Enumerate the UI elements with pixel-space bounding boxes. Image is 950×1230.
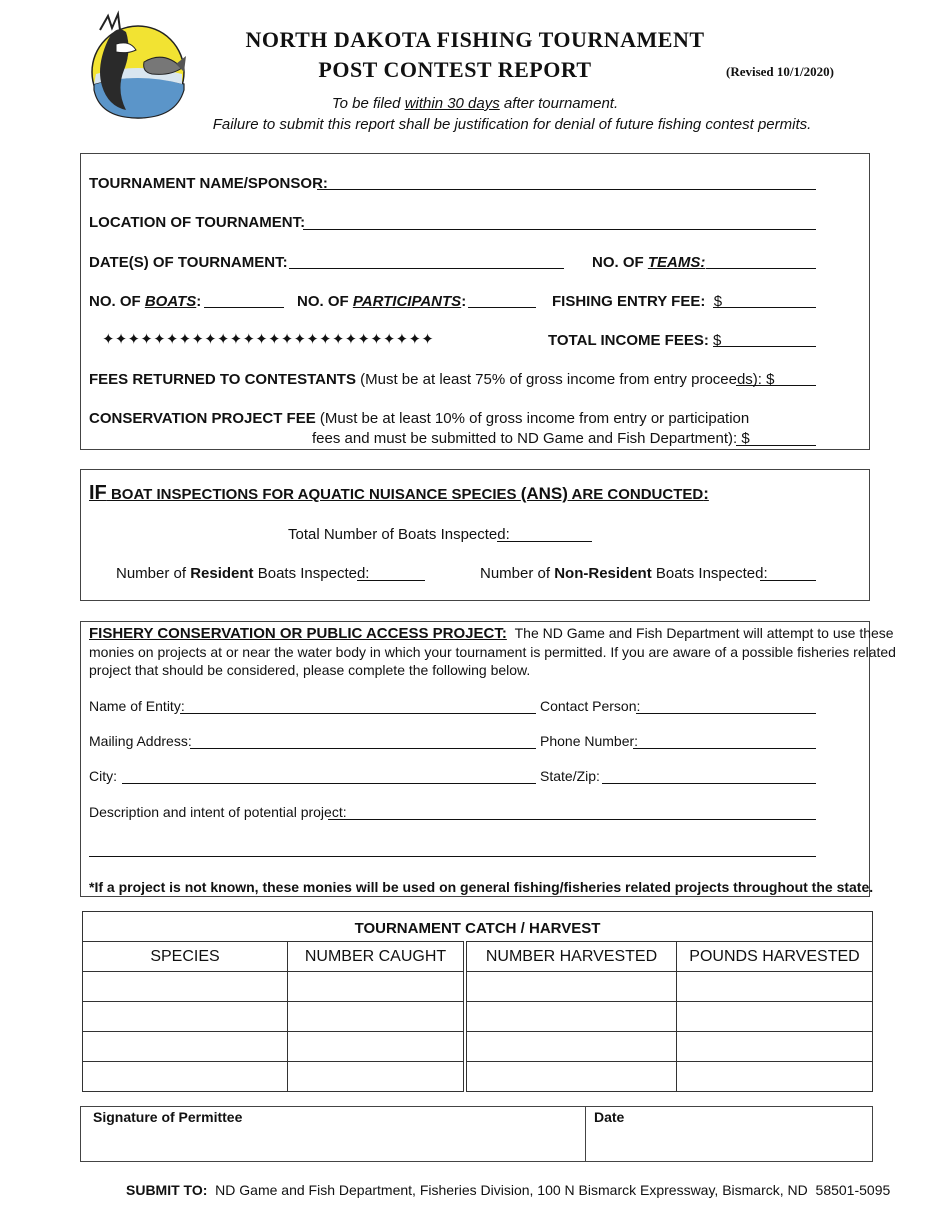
number-harvested-cell[interactable] — [465, 1062, 677, 1092]
fishery-intro-line3: project that should be considered, please complete the following below. — [89, 662, 531, 678]
number-harvested-cell[interactable] — [465, 972, 677, 1002]
total-income-label: TOTAL INCOME FEES: $ — [548, 332, 722, 349]
tournament-location-label: LOCATION OF TOURNAMENT: — [89, 214, 306, 231]
number-caught-cell[interactable] — [288, 1002, 466, 1032]
total-boats-field[interactable] — [497, 541, 592, 542]
state-zip-label: State/Zip: — [540, 768, 600, 784]
nonresident-boats-label: Number of Non-Resident Boats Inspected: — [480, 565, 768, 582]
column-pounds-harvested: POUNDS HARVESTED — [677, 942, 873, 972]
pounds-harvested-cell[interactable] — [677, 1032, 873, 1062]
species-cell[interactable] — [83, 1032, 288, 1062]
column-number-harvested: NUMBER HARVESTED — [465, 942, 677, 972]
signature-date-label: Date — [594, 1109, 625, 1125]
phone-field[interactable] — [633, 748, 816, 749]
fishery-intro-line1: FISHERY CONSERVATION OR PUBLIC ACCESS PROJECT: The ND Game and Fish Department will attempt to use these — [89, 625, 894, 642]
signature-permittee-label: Signature of Permittee — [93, 1109, 243, 1125]
teams-label: NO. OF TEAMS: — [592, 254, 706, 271]
failure-notice: Failure to submit this report shall be justification for denial of future fishing contest permits. — [212, 116, 812, 133]
entity-label: Name of Entity: — [89, 698, 185, 714]
total-boats-label: Total Number of Boats Inspected: — [288, 526, 510, 543]
mailing-label: Mailing Address: — [89, 733, 192, 749]
submit-to: SUBMIT TO: ND Game and Fish Department, Fisheries Division, 100 N Bismarck Expressway, Bismarck, ND 58501-5095 — [126, 1182, 891, 1198]
fees-returned-field[interactable] — [736, 385, 816, 386]
column-species: SPECIES — [83, 942, 288, 972]
column-number-caught: NUMBER CAUGHT — [288, 942, 466, 972]
tournament-name-field[interactable] — [317, 189, 816, 190]
revision-date: (Revised 10/1/2020) — [726, 64, 834, 79]
boats-field[interactable] — [204, 307, 284, 308]
entity-field[interactable] — [180, 713, 536, 714]
tournament-name-label: TOURNAMENT NAME/SPONSOR: — [89, 175, 328, 192]
table-row — [83, 1062, 873, 1092]
form-title-line2: POST CONTEST REPORT — [318, 57, 592, 82]
project-footnote: *If a project is not known, these monies will be used on general fishing/fisheries related projects throughout the state. — [89, 879, 874, 895]
description-label: Description and intent of potential project: — [89, 804, 347, 820]
signature-field[interactable] — [86, 1128, 581, 1158]
ans-heading: IF BOAT INSPECTIONS FOR AQUATIC NUISANCE SPECIES (ANS) ARE CONDUCTED: — [89, 482, 709, 504]
number-caught-cell[interactable] — [288, 1062, 466, 1092]
contact-field[interactable] — [636, 713, 816, 714]
number-harvested-cell[interactable] — [465, 1032, 677, 1062]
pounds-harvested-cell[interactable] — [677, 1062, 873, 1092]
table-row — [83, 972, 873, 1002]
city-label: City: — [89, 768, 117, 784]
signature-divider — [585, 1106, 586, 1162]
tournament-dates-label: DATE(S) OF TOURNAMENT: — [89, 254, 288, 271]
form-title-line1: NORTH DAKOTA FISHING TOURNAMENT — [245, 27, 705, 52]
entry-fee-label: FISHING ENTRY FEE: $ — [552, 293, 723, 310]
number-caught-cell[interactable] — [288, 972, 466, 1002]
filing-deadline: To be filed within 30 days after tournament. — [331, 95, 619, 112]
conservation-fee-field[interactable] — [736, 445, 816, 446]
description-field-line2[interactable] — [89, 856, 816, 857]
fees-returned-label: FEES RETURNED TO CONTESTANTS (Must be at least 75% of gross income from entry proceeds): $ — [89, 371, 775, 388]
conservation-fee-note: fees and must be submitted to ND Game and Fish Department): $ — [312, 430, 750, 447]
tournament-location-field[interactable] — [303, 229, 816, 230]
number-caught-cell[interactable] — [288, 1032, 466, 1062]
nonresident-boats-field[interactable] — [760, 580, 816, 581]
catch-table-title: TOURNAMENT CATCH / HARVEST — [83, 912, 873, 942]
species-cell[interactable] — [83, 972, 288, 1002]
description-field-line1[interactable] — [328, 819, 816, 820]
boats-label: NO. OF BOATS: — [89, 293, 202, 310]
table-row — [83, 1002, 873, 1032]
participants-label: NO. OF PARTICIPANTS: — [297, 293, 467, 310]
participants-field[interactable] — [468, 307, 536, 308]
resident-boats-field[interactable] — [357, 580, 425, 581]
total-income-field[interactable] — [713, 346, 816, 347]
entry-fee-field[interactable] — [713, 307, 816, 308]
table-row — [83, 1032, 873, 1062]
phone-label: Phone Number: — [540, 733, 639, 749]
resident-boats-label: Number of Resident Boats Inspected: — [116, 565, 370, 582]
species-cell[interactable] — [83, 1002, 288, 1032]
fishery-intro-line2: monies on projects at or near the water body in which your tournament is permitted. If you are aware of a possible fisheries related — [89, 644, 896, 660]
catch-harvest-table — [82, 911, 873, 1092]
mailing-field[interactable] — [190, 748, 536, 749]
city-field[interactable] — [122, 783, 536, 784]
signature-date-field[interactable] — [590, 1128, 868, 1158]
contact-label: Contact Person: — [540, 698, 641, 714]
pounds-harvested-cell[interactable] — [677, 972, 873, 1002]
state-zip-field[interactable] — [602, 783, 816, 784]
number-harvested-cell[interactable] — [465, 1002, 677, 1032]
teams-field[interactable] — [706, 268, 816, 269]
decorative-crosses: ✦✦✦✦✦✦✦✦✦✦✦✦✦✦✦✦✦✦✦✦✦✦✦✦✦✦ — [102, 331, 434, 348]
pounds-harvested-cell[interactable] — [677, 1002, 873, 1032]
conservation-fee-label: CONSERVATION PROJECT FEE (Must be at least 10% of gross income from entry or participation — [89, 410, 750, 427]
tournament-dates-field[interactable] — [289, 268, 564, 269]
species-cell[interactable] — [83, 1062, 288, 1092]
